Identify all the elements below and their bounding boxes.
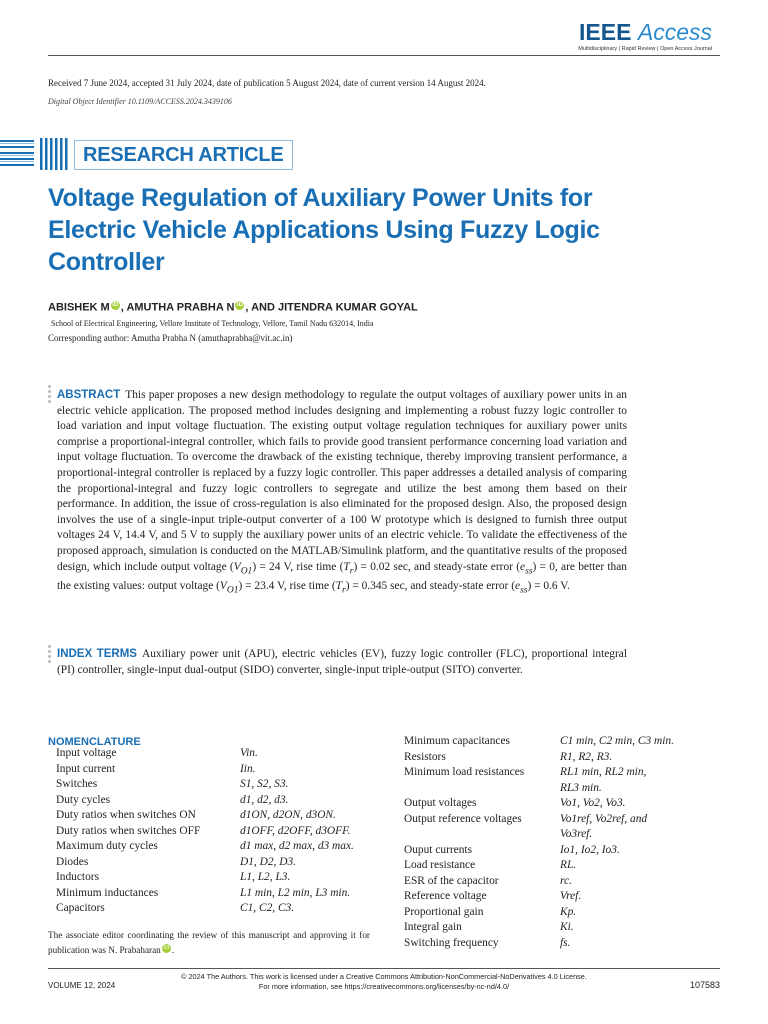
nomenclature-row [404, 781, 724, 797]
nomenclature-row [404, 796, 724, 812]
nomenclature-label: Duty ratios when switches OFF [56, 824, 201, 837]
journal-tagline: Multidisciplinary | Rapid Review | Open Access Journal [578, 46, 712, 52]
nomenclature-row [56, 824, 376, 840]
nomenclature-symbol: Ki. [560, 921, 574, 933]
author-1: ABISHEK M [48, 301, 110, 314]
affiliation: School of Electrical Engineering, Vellore Institute of Technology, Vellore, Tamil Nadu 632014, India [51, 319, 374, 328]
nomenclature-label: Inductors [56, 871, 100, 883]
received-dates: Received 7 June 2024, accepted 31 July 2024, date of publication 5 August 2024, date of current version 14 August 2024. [48, 78, 486, 88]
nomenclature-row [404, 936, 724, 952]
nomenclature-label: Input voltage [56, 747, 117, 759]
nomenclature-label: Minimum load resistances [404, 766, 525, 778]
corresponding-author: Corresponding author: Amutha Prabha N (amuthaprabha@vit.ac.in) [48, 333, 293, 343]
nomenclature-symbol: C1 min, C2 min, C3 min. [560, 735, 674, 747]
nomenclature-symbol: R1, R2, R3. [560, 750, 613, 763]
nomenclature-symbol: Vo1, Vo2, Vo3. [560, 797, 626, 809]
nomenclature-row [56, 746, 376, 762]
index-dots-icon [48, 645, 52, 665]
editor-footnote: The associate editor coordinating the review of this manuscript and approving it for publication was N. Prabaharan iD . [48, 930, 370, 955]
nomenclature-row [56, 855, 376, 871]
index-terms [57, 647, 627, 678]
nomenclature-row [404, 827, 724, 843]
nomenclature-row [56, 886, 376, 902]
nomenclature-left [56, 746, 376, 917]
nomenclature-heading: NOMENCLATURE [48, 736, 141, 748]
index-terms-heading: INDEX TERMS [57, 648, 137, 660]
nomenclature-row [404, 920, 724, 936]
nomenclature-row [56, 901, 376, 917]
nomenclature-label: Load resistance [404, 859, 476, 871]
nomenclature-symbol: D1, D2, D3. [240, 855, 297, 868]
journal-logo [578, 20, 712, 52]
license-line-2[interactable]: For more information, see https://creativecommons.org/licenses/by-nc-nd/4.0/ [258, 982, 510, 991]
footer-rule [48, 968, 720, 969]
nomenclature-label: Diodes [56, 855, 89, 868]
nomenclature-symbol: Vin. [240, 747, 258, 759]
abstract-text: This paper proposes a new design methodology to regulate the output voltages of auxiliary power units in an electric vehicle application. The proposed method includes designing and implementing a robust fuzzy logic controller to load variation and input voltage fluctuation. The existing output voltage regulation techniques for auxiliary power units comprise a proportional-integral controller, which fails to provide good transient performance concerning load variation and input voltage fluctuation. To overcome the drawback of the existing technique, thereby improving transient performance, a proportional-integral controller is replaced by a fuzzy logic controller. This paper addresses a detailed analysis of comparing the proportional-integral and fuzzy logic controllers to segregate and utilize the best among them based on their performance. In addition, the issue of cross-regulation is also eliminated for the proposed design. Also, the proposed design involves the use of a single-input triple-output converter of a 100 W prototype which is designed to furnish three output voltages 24 V, 14.4 V, and 5 V to supply the auxiliary power units of an electric vehicle. To validate the effectiveness of the proposed approach, simulation is conducted on the MATLAB/Simulink platform, and the quantitative results of the proposed design, which include output voltage ( [57, 389, 627, 573]
nomenclature-symbol: RL3 min. [560, 781, 602, 794]
nomenclature-symbol: d1 max, d2 max, d3 max. [240, 840, 354, 852]
nomenclature-label: Ouput currents [404, 843, 473, 856]
author-3: , AND JITENDRA KUMAR GOYAL [245, 301, 418, 314]
nomenclature-row [56, 808, 376, 824]
orcid-icon[interactable]: iD [163, 944, 170, 951]
nomenclature-symbol: rc. [560, 874, 572, 887]
nomenclature-row [404, 750, 724, 766]
nomenclature-symbol: L1, L2, L3. [240, 871, 291, 883]
nomenclature-label: Integral gain [404, 921, 462, 933]
nomenclature-symbol: Kp. [560, 905, 577, 918]
index-terms-text: Auxiliary power unit (APU), electric vehicles (EV), fuzzy logic controller (FLC), proportional integral (PI) controller, single-input dual-output (SIDO) converter, single-input triple-output (SITO) converter. [57, 648, 628, 676]
nomenclature-symbol: d1ON, d2ON, d3ON. [240, 809, 336, 821]
nomenclature-label: Duty cycles [56, 793, 111, 806]
nomenclature-symbol: d1, d2, d3. [240, 793, 289, 806]
nomenclature-symbol: Iin. [240, 762, 256, 775]
logo-access: Access [637, 19, 712, 45]
nomenclature-label: Output voltages [404, 797, 477, 809]
orcid-icon[interactable]: iD [236, 302, 243, 308]
nomenclature-label: Switches [56, 778, 98, 790]
nomenclature-symbol: L1 min, L2 min, L3 min. [240, 886, 351, 899]
author-2: , AMUTHA PRABHA N [120, 301, 235, 314]
nomenclature-label: Input current [56, 762, 116, 775]
nomenclature-row [404, 843, 724, 859]
nomenclature-label: Maximum duty cycles [56, 840, 158, 852]
nomenclature-row [404, 889, 724, 905]
nomenclature-symbol: d1OFF, d2OFF, d3OFF. [240, 824, 351, 837]
doi-line: Digital Object Identifier 10.1109/ACCESS.2024.3439106 [48, 97, 232, 106]
abstract: ABSTRACT This paper proposes a new design methodology to regulate the output voltages of auxiliary power units in an electric vehicle application. The proposed method includes designing and implementing a robust fuzzy logic controller to load variation and input voltage fluctuation. The existing output voltage regulation techniques for auxiliary power units comprise a proportional-integral controller, which fails to provide good transient performance concerning load variation and input voltage fluctuation. To overcome the drawback of the existing technique, thereby improving transient performance, a proportional-integral controller is replaced by a fuzzy logic controller. This paper addresses a detailed analysis of comparing the proportional-integral and fuzzy logic controllers to segregate and utilize the best among them based on their performance. In addition, the issue of cross-regulation is also eliminated for the proposed design. Also, the proposed design involves the use of a single-input triple-output converter of a 100 W prototype which is designed to furnish three output voltages 24 V, 14.4 V, and 5 V to supply the auxiliary power units of an electric vehicle. To validate the effectiveness of the proposed approach, simulation is conducted on the MATLAB/Simulink platform, and the quantitative results of the proposed design, which include output voltage $(V_{O1}) = 24$ V, rise time $(T_r) = 0.02$ sec, and steady-state error $(e_{ss}) = 0$, are better than the existing values: output voltage $(V_{O1}) = 23.4$ V, rise time $(T_r) = 0.345$ sec, and steady-state error $(e_{ss}) = 0.6$ V. [57, 389, 628, 596]
nomenclature-label: Capacitors [56, 902, 105, 914]
nomenclature-right [404, 734, 724, 951]
nomenclature-symbol: Vref. [560, 890, 582, 902]
nomenclature-symbol: RL. [560, 859, 577, 871]
nomenclature-row [56, 870, 376, 886]
abstract-heading: ABSTRACT [57, 389, 121, 401]
nomenclature-row [56, 762, 376, 778]
nomenclature-label: Output reference voltages [404, 812, 522, 825]
nomenclature-row [56, 839, 376, 855]
stripes-decoration [0, 138, 70, 170]
nomenclature-label: Minimum capacitances [404, 735, 510, 747]
nomenclature-symbol: Io1, Io2, Io3. [560, 843, 620, 856]
nomenclature-row [404, 905, 724, 921]
nomenclature-label: ESR of the capacitor [404, 874, 499, 887]
orcid-icon[interactable]: iD [112, 302, 119, 308]
volume-info: VOLUME 12, 2024 [48, 981, 116, 990]
abstract-dots-icon [48, 385, 52, 405]
nomenclature-label: Duty ratios when switches ON [56, 809, 196, 821]
nomenclature-label: Switching frequency [404, 936, 499, 949]
license-notice [0, 972, 768, 992]
nomenclature-label: Minimum inductances [56, 886, 159, 899]
nomenclature-symbol: Vo1ref, Vo2ref, and [560, 812, 648, 825]
header-rule [48, 55, 720, 56]
license-line-1: © 2024 The Authors. This work is licensed under a Creative Commons Attribution-NonCommercial-NoDerivatives 4.0 License. [181, 972, 587, 981]
nomenclature-row [56, 777, 376, 793]
nomenclature-row [404, 734, 724, 750]
nomenclature-symbol: fs. [560, 936, 571, 949]
authors [48, 301, 418, 314]
nomenclature-symbol: RL1 min, RL2 min, [560, 766, 647, 778]
nomenclature-row [404, 765, 724, 781]
nomenclature-row [404, 874, 724, 890]
page-number: 107583 [689, 980, 720, 990]
nomenclature-row [404, 812, 724, 828]
paper-title: Voltage Regulation of Auxiliary Power Units for Electric Vehicle Applications Using Fuzzy Logic Controller [48, 184, 600, 276]
logo-ieee: IEEE [579, 19, 632, 45]
nomenclature-row [404, 858, 724, 874]
nomenclature-label: Resistors [404, 750, 446, 763]
nomenclature-label: Reference voltage [404, 890, 487, 902]
nomenclature-symbol: S1, S2, S3. [240, 778, 289, 790]
article-type-badge: RESEARCH ARTICLE [74, 140, 293, 170]
nomenclature-row [56, 793, 376, 809]
nomenclature-label: Proportional gain [404, 905, 484, 918]
nomenclature-symbol: C1, C2, C3. [240, 902, 295, 914]
nomenclature-symbol: Vo3ref. [560, 828, 593, 840]
footnote-text: The associate editor coordinating the review of this manuscript and approving it for publication was N. Prabaharan [48, 930, 370, 955]
